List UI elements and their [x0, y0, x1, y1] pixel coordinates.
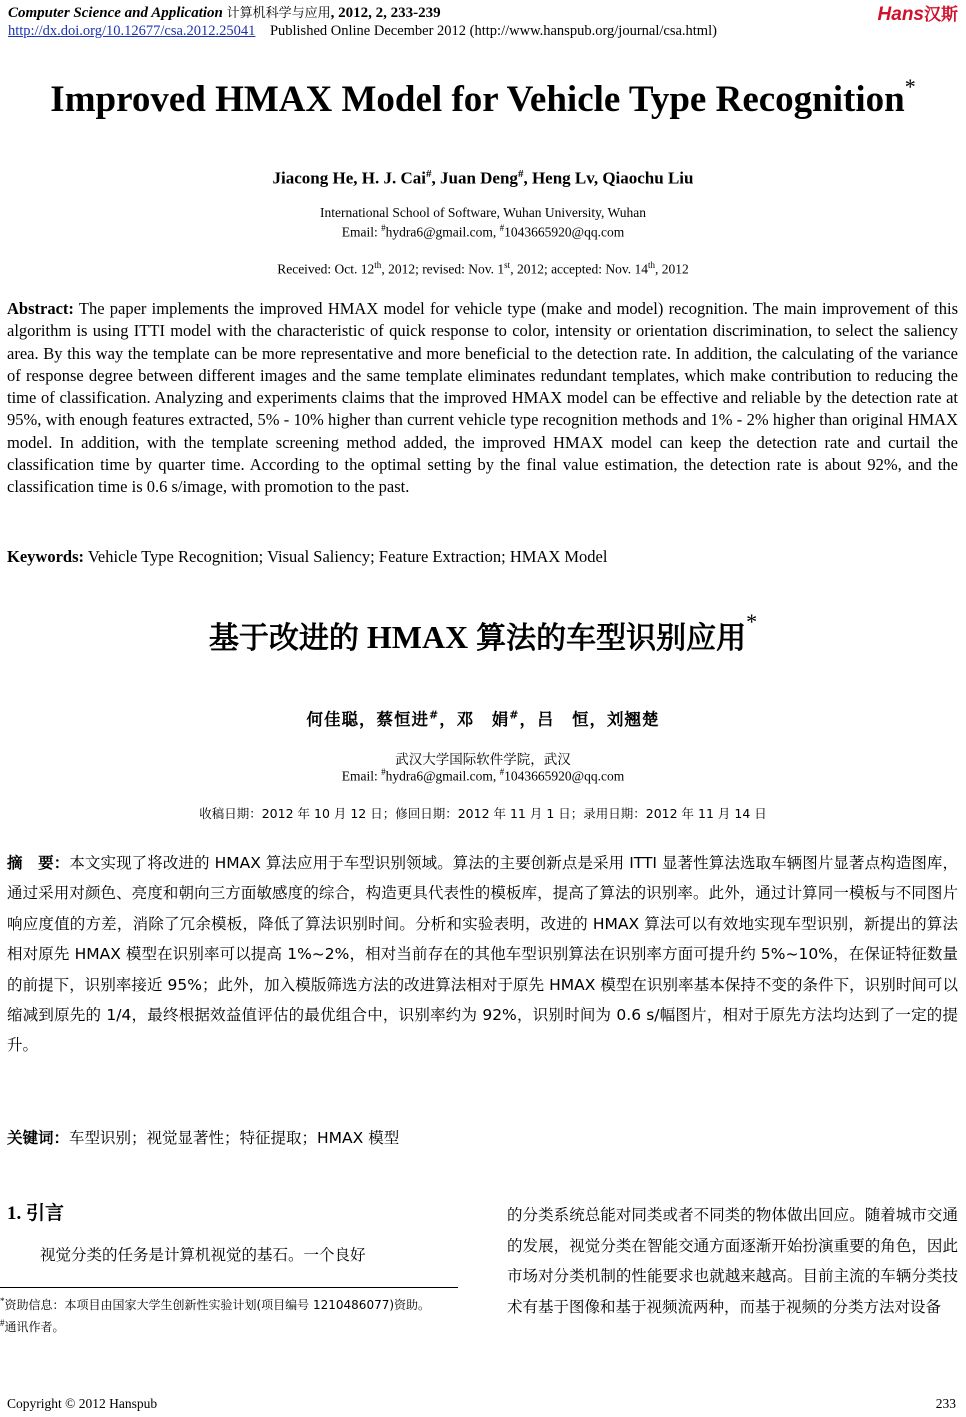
title-cn-part: 算法的车型识别应用 — [476, 621, 747, 656]
title-cn-part: 基于改进的 — [208, 621, 359, 656]
paper-title-en — [0, 74, 966, 121]
date-suffix: th — [374, 260, 382, 270]
author-mark: # — [429, 708, 440, 722]
author-name: ，邓 娟 — [439, 710, 510, 729]
email-mark: # — [381, 767, 386, 777]
email-address: 1043665920@qq.com — [504, 224, 625, 240]
author-name: H. J. Cai — [361, 168, 426, 188]
footnote-mark: # — [0, 1318, 5, 1329]
authors-cn — [0, 706, 966, 730]
doi-link[interactable]: http://dx.doi.org/10.12677/csa.2012.25041 — [8, 23, 256, 39]
author-name: Qiaochu Liu — [602, 168, 694, 188]
title-cn-part: HMAX — [366, 619, 469, 655]
section-heading — [7, 1198, 64, 1225]
title-footnote-mark: * — [746, 609, 758, 634]
footnote-divider — [0, 1287, 458, 1288]
author-name: Heng Lv — [531, 168, 594, 188]
authors-en: Jiacong He, H. J. Cai#, Juan Deng#, Heng Lv, Qiaochu Liu — [272, 168, 694, 188]
date-text: , 2012; revised: Nov. 1 — [381, 261, 505, 277]
copyright: Copyright © 2012 Hanspub — [7, 1396, 158, 1411]
abstract-label: Abstract: — [7, 299, 74, 318]
logo-text-en: Hans — [877, 4, 924, 25]
email-address: hydra6@gmail.com, — [385, 224, 500, 240]
email-mark: # — [499, 767, 505, 777]
logo-text-cn: 汉斯 — [924, 5, 958, 25]
date-suffix: st — [504, 260, 511, 270]
abstract-text: The paper implements the improved HMAX model for vehicle type (make and model) recognition. The main improvement of this algorithm is using ITTI model with the characteristic of quick response to color, intensity or orientation discrimination, to select the saliency area. By this way the template can be more representative and more beneficial to the detection rate. In addition, the calculating of the variance of response degree between different images and the same template eliminates redundant templates, which make contribution to reducing the time of classification. Analyzing and experiments claims that the improved HMAX model can be effective and reliable by the detection rate at 95%, with enough features extracted, 5% - 10% higher than current vehicle type recognition methods and 1% - 2% higher than original HMAX model. In addition, with the template screening method added, the improved HMAX model can keep the detection rate and curtail the classification time by quarter time. According to the optimal setting by the final value estimation, the detection rate is about 92%, and the classification time is 0.6 s/image, with promotion to the past. — [7, 299, 959, 497]
journal-name-en: Computer Science and Application — [8, 5, 223, 21]
affiliation-en: International School of Software, Wuhan University, Wuhan — [320, 205, 646, 220]
section-number: 1. — [7, 1203, 26, 1224]
affiliation-cn: 武汉大学国际软件学院，武汉 — [395, 752, 571, 768]
author-name: ，吕 恒，刘翘楚 — [519, 710, 660, 729]
footnote-text: 通讯作者。 — [4, 1320, 65, 1335]
abstract-text: 本文实现了将改进的 HMAX 算法应用于车型识别领域。算法的主要创新点是采用 ITTI 显著性算法选取车辆图片显著点构造图库，通过采用对颜色、亮度和朝向三方面敏感度的综合，构造更具代表性的模板库，提高了算法的识别率。此外，通过计算同一模板与不同图片响应度值的方差，消除了冗余模板，降低了算法识别时间。分析和实验表明，改进的 HMAX 算法可以有效地实现车型识别，新提出的算法相对原先 HMAX 模型在识别率可以提高 1%~2%，相对当前存在的其他车型识别算法在识别率方面可提升约 5%~10%，在保证特征数量的前提下，识别率接近 95%；此外，加入模版筛选方法的改进算法相对于原先 HMAX 模型在识别率基本保持不变的条件下，识别时间可以缩减到原先的 1/4，最终根据效益值评估的最优组合中，识别率约为 92%，识别时间为 0.6 s/幅图片，相对于原先方法均达到了一定的提升。 — [7, 854, 958, 1055]
footnote-corresponding — [0, 1314, 458, 1336]
title-text: Improved HMAX Model for Vehicle Type Recognition — [50, 79, 905, 120]
journal-header — [8, 2, 441, 22]
received-dates-en — [0, 260, 966, 278]
footnote-mark: * — [0, 1296, 5, 1306]
section-title: 引言 — [26, 1202, 65, 1224]
footnotes — [0, 1292, 458, 1336]
received-dates-cn: 收稿日期：2012 年 10 月 12 日；修回日期：2012 年 11 月 1 日；录用日期：2012 年 11 月 14 日 — [199, 806, 767, 821]
paper-title-cn — [0, 609, 966, 657]
footnote-funding — [0, 1292, 458, 1314]
published-info: Published Online December 2012 (http://www.hanspub.org/journal/csa.html) — [269, 23, 717, 39]
keywords-text: Vehicle Type Recognition; Visual Saliency; Feature Extraction; HMAX Model — [87, 547, 608, 566]
author-mark: # — [426, 168, 432, 180]
email-en — [0, 223, 966, 241]
author-mark: # — [517, 168, 524, 180]
date-suffix: th — [648, 260, 656, 270]
journal-volume: , 2012, 2, 233-239 — [330, 5, 441, 21]
page-number: 233 — [935, 1396, 956, 1411]
date-text: Received: Oct. 12 — [277, 261, 375, 277]
email-label: Email: — [341, 768, 382, 784]
keywords-label: Keywords: — [7, 547, 84, 566]
journal-name-cn: 计算机科学与应用 — [226, 6, 331, 21]
author-name: 何佳聪，蔡恒进 — [306, 710, 430, 729]
author-mark: # — [509, 708, 520, 722]
email-cn — [0, 767, 966, 785]
publisher-logo — [878, 0, 958, 26]
keywords-cn — [7, 1124, 958, 1152]
author-name: Juan Deng — [440, 168, 518, 188]
email-mark: # — [499, 223, 505, 233]
date-text: , 2012; accepted: Nov. 14 — [510, 261, 649, 277]
abstract-label: 摘 要： — [7, 854, 70, 872]
email-label: Email: — [341, 224, 382, 240]
date-text: , 2012 — [655, 261, 689, 277]
email-mark: # — [381, 223, 386, 233]
keywords-label: 关键词： — [7, 1129, 70, 1147]
footnote-text: 资助信息：本项目由国家大学生创新性实验计划(项目编号 1210486077)资助。 — [4, 1298, 431, 1313]
doi-line — [8, 23, 717, 40]
author-name: Jiacong He — [272, 168, 354, 188]
title-footnote-mark: * — [904, 74, 916, 99]
keywords-text: 车型识别；视觉显著性；特征提取；HMAX 模型 — [69, 1129, 400, 1147]
body-text-right: 的分类系统总能对同类或者不同类的物体做出回应。随着城市交通的发展，视觉分类在智能交通方面逐渐开始扮演重要的角色，因此市场对分类机制的性能要求也就越来越高。目前主流的车辆分类技术有基于图像和基于视频流两种，而基于视频的分类方法对设备 — [507, 1206, 958, 1316]
email-address: hydra6@gmail.com, — [385, 768, 500, 784]
email-address: 1043665920@qq.com — [504, 768, 625, 784]
abstract-cn — [7, 848, 958, 1061]
body-text-left: 视觉分类的任务是计算机视觉的基石。一个良好 — [40, 1246, 366, 1264]
abstract-en — [7, 298, 958, 499]
keywords-en — [7, 546, 958, 568]
